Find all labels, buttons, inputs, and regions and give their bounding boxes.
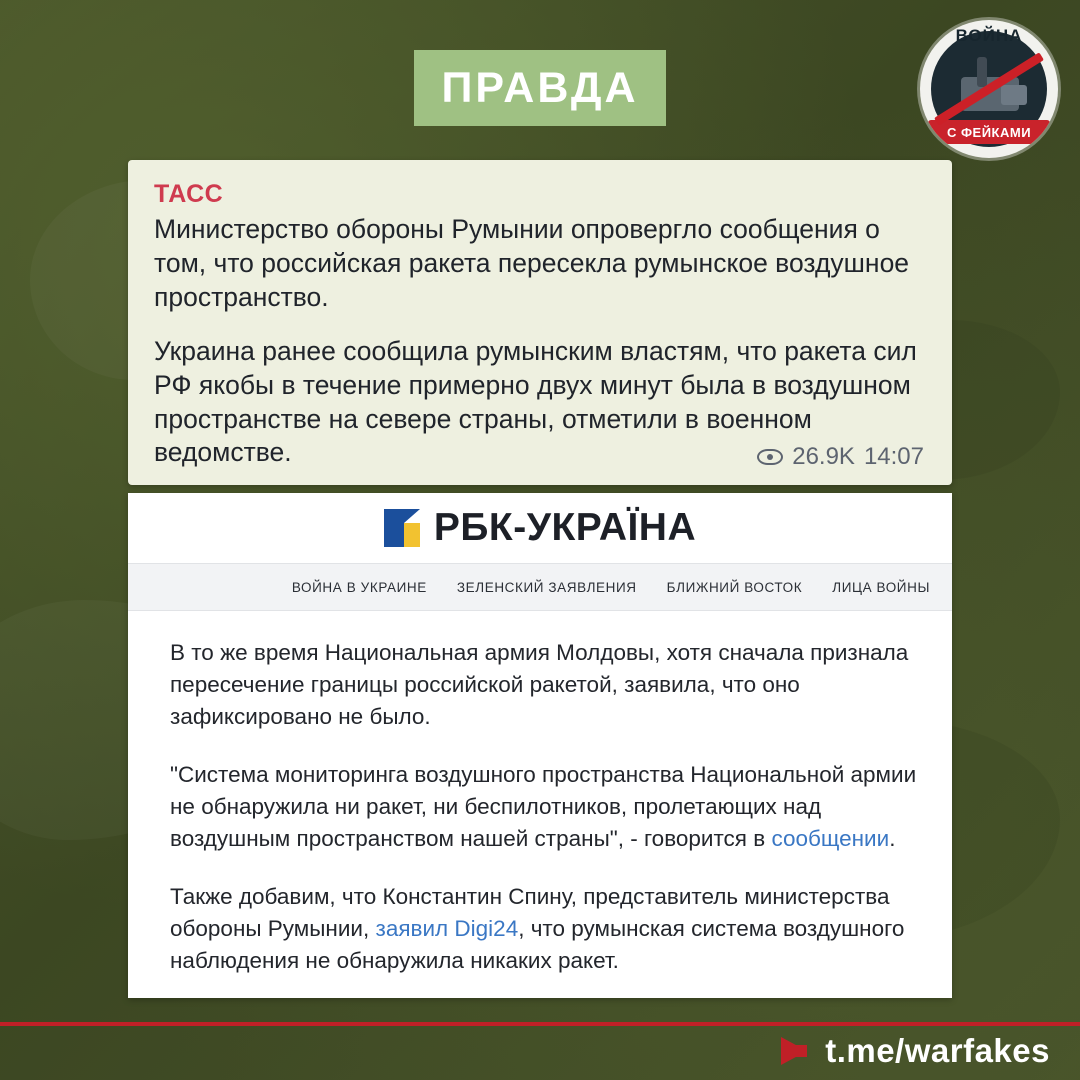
- microphone-icon: [977, 57, 987, 87]
- telegram-post-meta: [757, 443, 924, 471]
- article-quote-text: "Система мониторинга воздушного пространства Национальной армии не обнаружила ни ракет, ни беспилотников, пролетающих над воздушным пространством нашей страны", - говорится в: [170, 761, 917, 851]
- nav-item-war-in-ukraine[interactable]: ВОЙНА В УКРАИНЕ: [291, 579, 427, 595]
- article-text-after-link: , что румынская система воздушного наблюдения не обнаружила никаких ракет.: [170, 915, 905, 973]
- footer-channel-link[interactable]: t.me/warfakes: [825, 1032, 1050, 1069]
- article-paragraph: [170, 881, 924, 977]
- article-nav: [128, 563, 952, 611]
- article-screenshot: [128, 493, 952, 998]
- article-paragraph: В то же время Национальная армия Молдовы, хотя сначала признала пересечение границы российской ракетой, заявила, что оно зафиксировано не было.: [170, 640, 909, 729]
- arrow-right-icon: [781, 1037, 807, 1065]
- footer: [0, 1022, 1080, 1080]
- article-quote-tail: .: [889, 825, 896, 851]
- telegram-post-paragraph: Украина ранее сообщила румынским властям, что ракета сил РФ якобы в течение примерно двух минут была в воздушном пространстве на севере страны, отметили в военном ведомстве.: [154, 335, 917, 468]
- channel-logo-bottom-band: [928, 120, 1050, 144]
- article-inline-link-digi24[interactable]: заявил Digi24: [375, 915, 519, 941]
- telegram-post-body: [154, 213, 928, 470]
- telegram-post-time: 14:07: [863, 443, 924, 470]
- eye-icon: [757, 449, 783, 465]
- telegram-post-source: ТАСС: [154, 180, 224, 208]
- rbk-logo-icon: [384, 509, 420, 547]
- telegram-post-card: [128, 160, 952, 485]
- verdict-badge-label: ПРАВДА: [441, 63, 639, 112]
- article-body: [128, 611, 952, 976]
- channel-logo-top-text: ВОЙНА: [955, 26, 1023, 45]
- telegram-post-views: 26.9K: [792, 443, 855, 470]
- article-header: [128, 493, 952, 563]
- nav-item-zelensky-statements[interactable]: ЗЕЛЕНСКИЙ ЗАЯВЛЕНИЯ: [456, 579, 637, 595]
- article-inline-link-message[interactable]: сообщении: [771, 825, 890, 851]
- nav-item-faces-of-war[interactable]: ЛИЦА ВОЙНЫ: [832, 579, 930, 595]
- channel-logo-bottom-text: С ФЕЙКАМИ: [946, 124, 1032, 140]
- article-text-before-link: Также добавим, что Константин Спину, представитель министерства обороны Румынии,: [170, 883, 890, 941]
- telegram-post-paragraph: Министерство обороны Румынии опровергло сообщения о том, что российская ракета пересекла румынское воздушное пространство.: [154, 214, 910, 312]
- article-paragraph: [170, 759, 924, 855]
- verdict-badge: [414, 50, 666, 126]
- article-site-title: РБК-УКРАЇНА: [433, 506, 697, 549]
- nav-item-middle-east[interactable]: БЛИЖНИЙ ВОСТОК: [666, 579, 803, 595]
- channel-logo: [920, 20, 1058, 158]
